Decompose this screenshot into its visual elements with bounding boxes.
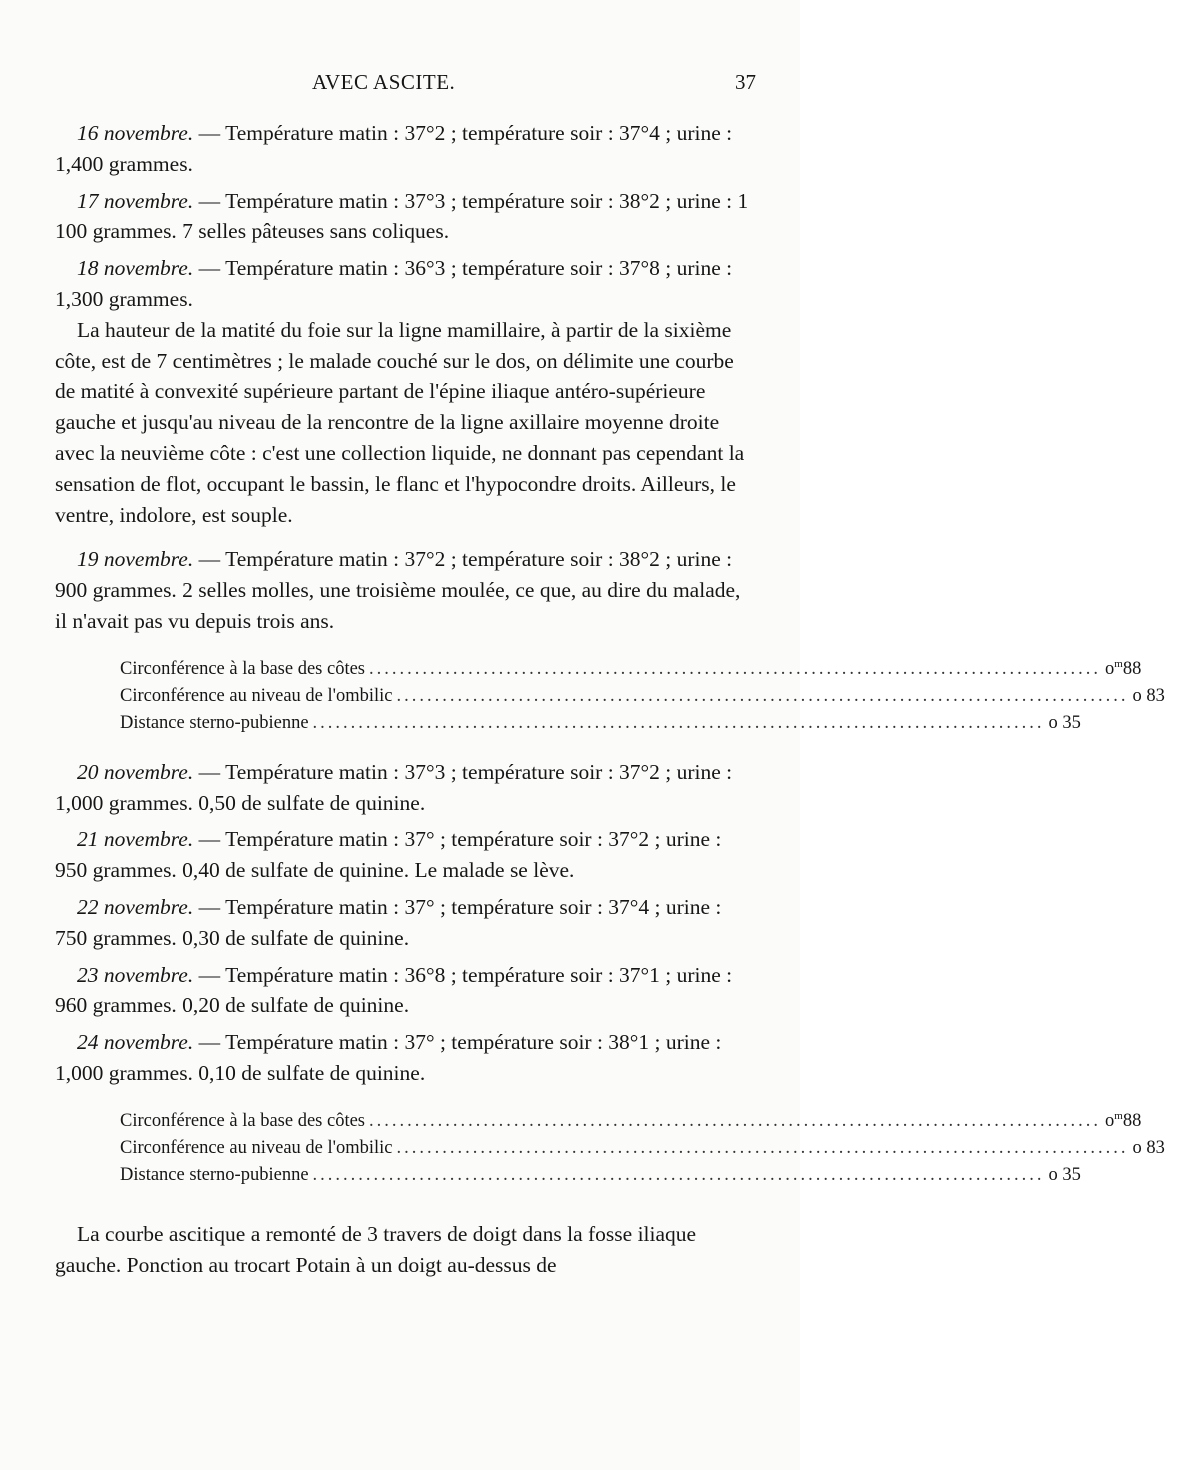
measure-label: Circonférence au niveau de l'ombilic: [120, 685, 393, 706]
leader-dots: ................................................................................................: [312, 712, 1045, 733]
measure-row: [120, 651, 1142, 683]
paragraph-courbe-ascitique: [55, 1219, 755, 1281]
measurements-table-1: [120, 651, 1165, 737]
measure-label: Circonférence à la base des côtes: [120, 658, 365, 679]
body-text: [55, 118, 1165, 1286]
entry-24-novembre: [55, 1027, 755, 1089]
entry-date: 21 novembre.: [77, 827, 194, 852]
measure-row: [120, 710, 1081, 737]
measurements-table-2: [120, 1103, 1165, 1189]
entry-21-novembre: [55, 824, 755, 886]
measure-row: [120, 1162, 1081, 1189]
measure-label: Distance sterno-pubienne: [120, 712, 309, 733]
running-title: AVEC ASCITE.: [312, 70, 456, 94]
measure-value: o 83: [1132, 1137, 1165, 1158]
entry-19-novembre: [55, 544, 755, 636]
leader-dots: ................................................................................................: [396, 685, 1129, 706]
measure-label: Distance sterno-pubienne: [120, 1164, 309, 1185]
entry-text: — Température matin : 37° ; température soir : 37°2 ; urine : 950 grammes. 0,40 de sulfate de quinine. Le malade se lève.: [55, 827, 722, 883]
paragraph-text: La courbe ascitique a remonté de 3 travers de doigt dans la fosse iliaque gauche. Ponction au trocart Potain à un doigt au-dessus de: [55, 1221, 697, 1277]
leader-dots: ................................................................................................: [312, 1164, 1045, 1185]
entry-16-novembre: [55, 118, 755, 180]
entry-text: — Température matin : 37° ; température soir : 38°1 ; urine : 1,000 grammes. 0,10 de sulfate de quinine.: [55, 1030, 722, 1085]
leader-dots: ................................................................................................: [369, 658, 1101, 679]
entry-22-novembre: [55, 892, 755, 954]
entry-date: 20 novembre.: [77, 759, 194, 784]
measure-row: [120, 1135, 1165, 1162]
entry-text: — Température matin : 36°8 ; température soir : 37°1 ; urine : 960 grammes. 0,20 de sulfate de quinine.: [55, 962, 733, 1018]
page-header: [0, 70, 800, 104]
entry-date: 19 novembre.: [77, 547, 194, 572]
entry-date: 18 novembre.: [77, 256, 194, 281]
paragraph-text: La hauteur de la matité du foie sur la ligne mamillaire, à partir de la sixième côte, est de 7 centimètres ; le malade couché sur le dos, on délimite une courbe de matité à convexité supérieure partant de l'épine iliaque antéro-supérieure gauche et jusqu'au niveau de la rencontre de la ligne axillaire moyenne droite avec la neuvième côte : c'est une collection liquide, ne donnant pas cependant la sensation de flot, occupant le bassin, le flanc et l'hypocondre droits. Ailleurs, le ventre, indolore, est souple.: [55, 317, 745, 527]
measure-value: $o^m88$: [1105, 657, 1142, 679]
entry-text: — Température matin : 37° ; température soir : 37°4 ; urine : 750 grammes. 0,30 de sulfate de quinine.: [55, 894, 722, 950]
leader-dots: ................................................................................................: [396, 1137, 1129, 1158]
entry-date: 17 novembre.: [77, 188, 194, 213]
leader-dots: ................................................................................................: [369, 1110, 1101, 1131]
measure-label: Circonférence à la base des côtes: [120, 1110, 365, 1131]
entry-17-novembre: [55, 186, 755, 248]
measure-value: o 35: [1048, 712, 1081, 733]
entry-date: 23 novembre.: [77, 962, 194, 987]
entry-date: 22 novembre.: [77, 894, 194, 919]
page-number: 37: [735, 70, 756, 94]
entry-text: — Température matin : 37°3 ; température soir : 37°2 ; urine : 1,000 grammes. 0,50 de sulfate de quinine.: [55, 759, 733, 815]
measure-value: $o^m88$: [1105, 1109, 1142, 1131]
entry-20-novembre: [55, 757, 755, 819]
entry-text: — Température matin : 37°3 ; température soir : 38°2 ; urine : 1 100 grammes. 7 selles pâteuses sans coliques.: [55, 188, 749, 244]
measure-row: [120, 1103, 1142, 1135]
entry-date: 16 novembre.: [77, 121, 194, 145]
entry-23-novembre: [55, 960, 755, 1022]
paragraph-matite: [55, 315, 755, 531]
entry-text: — Température matin : 37°2 ; température soir : 37°4 ; urine : 1,400 grammes.: [55, 121, 733, 176]
measure-value: o 83: [1132, 685, 1165, 706]
entry-text: — Température matin : 37°2 ; température soir : 38°2 ; urine : 900 grammes. 2 selles molles, une troisième moulée, ce que, au dire du malade, il n'avait pas vu depuis trois ans.: [55, 547, 741, 633]
measure-label: Circonférence au niveau de l'ombilic: [120, 1137, 393, 1158]
measure-row: [120, 683, 1165, 710]
entry-date: 24 novembre.: [77, 1030, 194, 1055]
entry-text: — Température matin : 36°3 ; température soir : 37°8 ; urine : 1,300 grammes.: [55, 256, 733, 311]
measure-value: o 35: [1048, 1164, 1081, 1185]
entry-18-novembre: [55, 253, 755, 315]
